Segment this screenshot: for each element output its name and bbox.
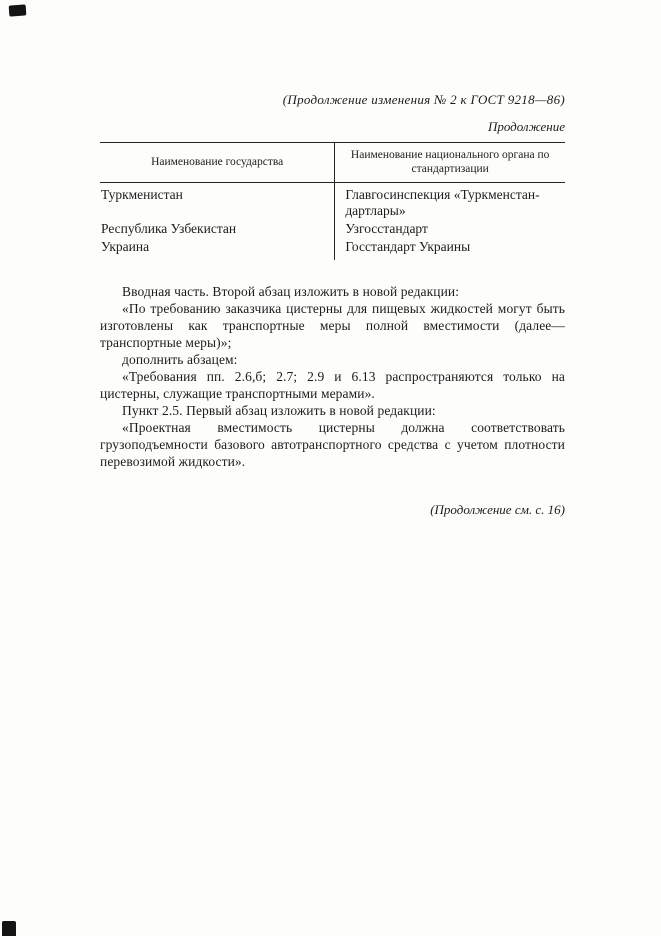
table-row bbox=[100, 238, 565, 260]
table-header bbox=[100, 143, 565, 183]
authority-cell: Главгосинспекция «Туркменстан-дартлары» bbox=[345, 186, 540, 218]
column-header-state: Наименование государства bbox=[100, 143, 335, 183]
continuation-header: (Продолжение изменения № 2 к ГОСТ 9218—86) bbox=[282, 92, 565, 107]
table-row bbox=[100, 182, 565, 220]
body-paragraph: «По требованию заказчика цистерны для пищевых жидкостей могут быть изготовлены как транспортные меры полной вместимости (далее— транспортные меры)»; bbox=[100, 300, 565, 350]
scan-artifact-bottom-left bbox=[2, 921, 16, 936]
continuation-label: Продолжение bbox=[487, 119, 565, 134]
amendment-body bbox=[100, 283, 565, 470]
body-paragraph: дополнить абзацем: bbox=[122, 351, 238, 367]
state-cell: Республика Узбекистан bbox=[100, 220, 335, 238]
body-paragraph: Вводная часть. Второй абзац изложить в новой редакции: bbox=[122, 283, 460, 299]
page-content bbox=[100, 92, 565, 518]
authority-cell: Госстандарт Украины bbox=[345, 238, 471, 254]
body-paragraph: Пункт 2.5. Первый абзац изложить в новой редакции: bbox=[122, 402, 436, 418]
standards-bodies-table bbox=[100, 142, 565, 260]
table-row bbox=[100, 220, 565, 238]
authority-cell: Узгосстандарт bbox=[345, 220, 428, 236]
body-paragraph: «Проектная вместимость цистерны должна соответствовать грузоподъемности базового автотранспортного средства с учетом плотности перевозимой жидкости». bbox=[100, 419, 565, 469]
body-paragraph: «Требования пп. 2.6,б; 2.7; 2.9 и 6.13 распространяются только на цистерны, служащие транспортными мерами». bbox=[100, 368, 565, 401]
continuation-footer: (Продолжение см. с. 16) bbox=[430, 501, 565, 517]
scan-artifact-top-left bbox=[9, 4, 27, 16]
state-cell: Туркменистан bbox=[100, 182, 335, 220]
state-cell: Украина bbox=[100, 238, 335, 260]
column-header-authority: Наименование национального органа по стандартизации bbox=[335, 143, 565, 183]
